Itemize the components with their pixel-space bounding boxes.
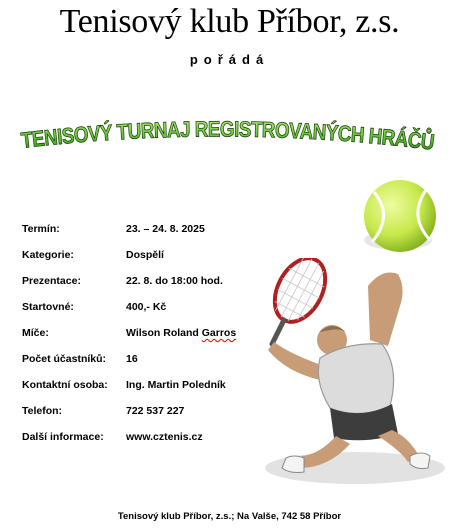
info-value: Ing. Martin Poledník <box>126 379 226 391</box>
tennis-ball-icon <box>352 176 442 266</box>
info-row-balls <box>22 327 282 353</box>
tournament-banner <box>18 100 438 170</box>
info-label: Startovné: <box>22 301 74 313</box>
tournament-info <box>22 223 282 457</box>
info-row-phone <box>22 405 282 431</box>
footer-address: Tenisový klub Příbor, z.s.; Na Valše, 742 58 Příbor <box>117 511 342 522</box>
info-label: Kontaktní osoba: <box>22 379 108 391</box>
organizes-subtitle: pořádá <box>189 52 270 67</box>
info-value: 400,- Kč <box>126 301 167 313</box>
info-label: Telefon: <box>22 405 63 417</box>
info-row-registration <box>22 275 282 301</box>
info-label: Prezentace: <box>22 275 81 287</box>
balls-brand: Wilson Roland <box>126 327 202 339</box>
info-row-fee <box>22 301 282 327</box>
info-row-website <box>22 431 282 457</box>
info-row-date <box>22 223 282 249</box>
info-value: www.cztenis.cz <box>126 431 203 443</box>
club-title: Tenisový klub Příbor, z.s. <box>59 3 400 40</box>
info-label: Další informace: <box>22 431 104 443</box>
info-label: Kategorie: <box>22 249 74 261</box>
info-label: Míče: <box>22 327 49 339</box>
info-label: Počet účastníků: <box>22 353 107 365</box>
spellcheck-marked-word: Garros <box>201 327 237 339</box>
info-row-participants <box>22 353 282 379</box>
info-value <box>126 327 236 339</box>
info-row-category <box>22 249 282 275</box>
tournament-title: TENISOVÝ TURNAJ REGISTROVANÝCH HRÁČŮ <box>19 116 438 156</box>
info-label: Termín: <box>22 223 60 235</box>
info-value: Dospělí <box>126 249 164 261</box>
info-value: 22. 8. do 18:00 hod. <box>126 275 223 287</box>
info-value: 722 537 227 <box>126 405 185 417</box>
info-value: 16 <box>126 353 138 365</box>
info-value: 23. – 24. 8. 2025 <box>126 223 205 235</box>
info-row-contact <box>22 379 282 405</box>
